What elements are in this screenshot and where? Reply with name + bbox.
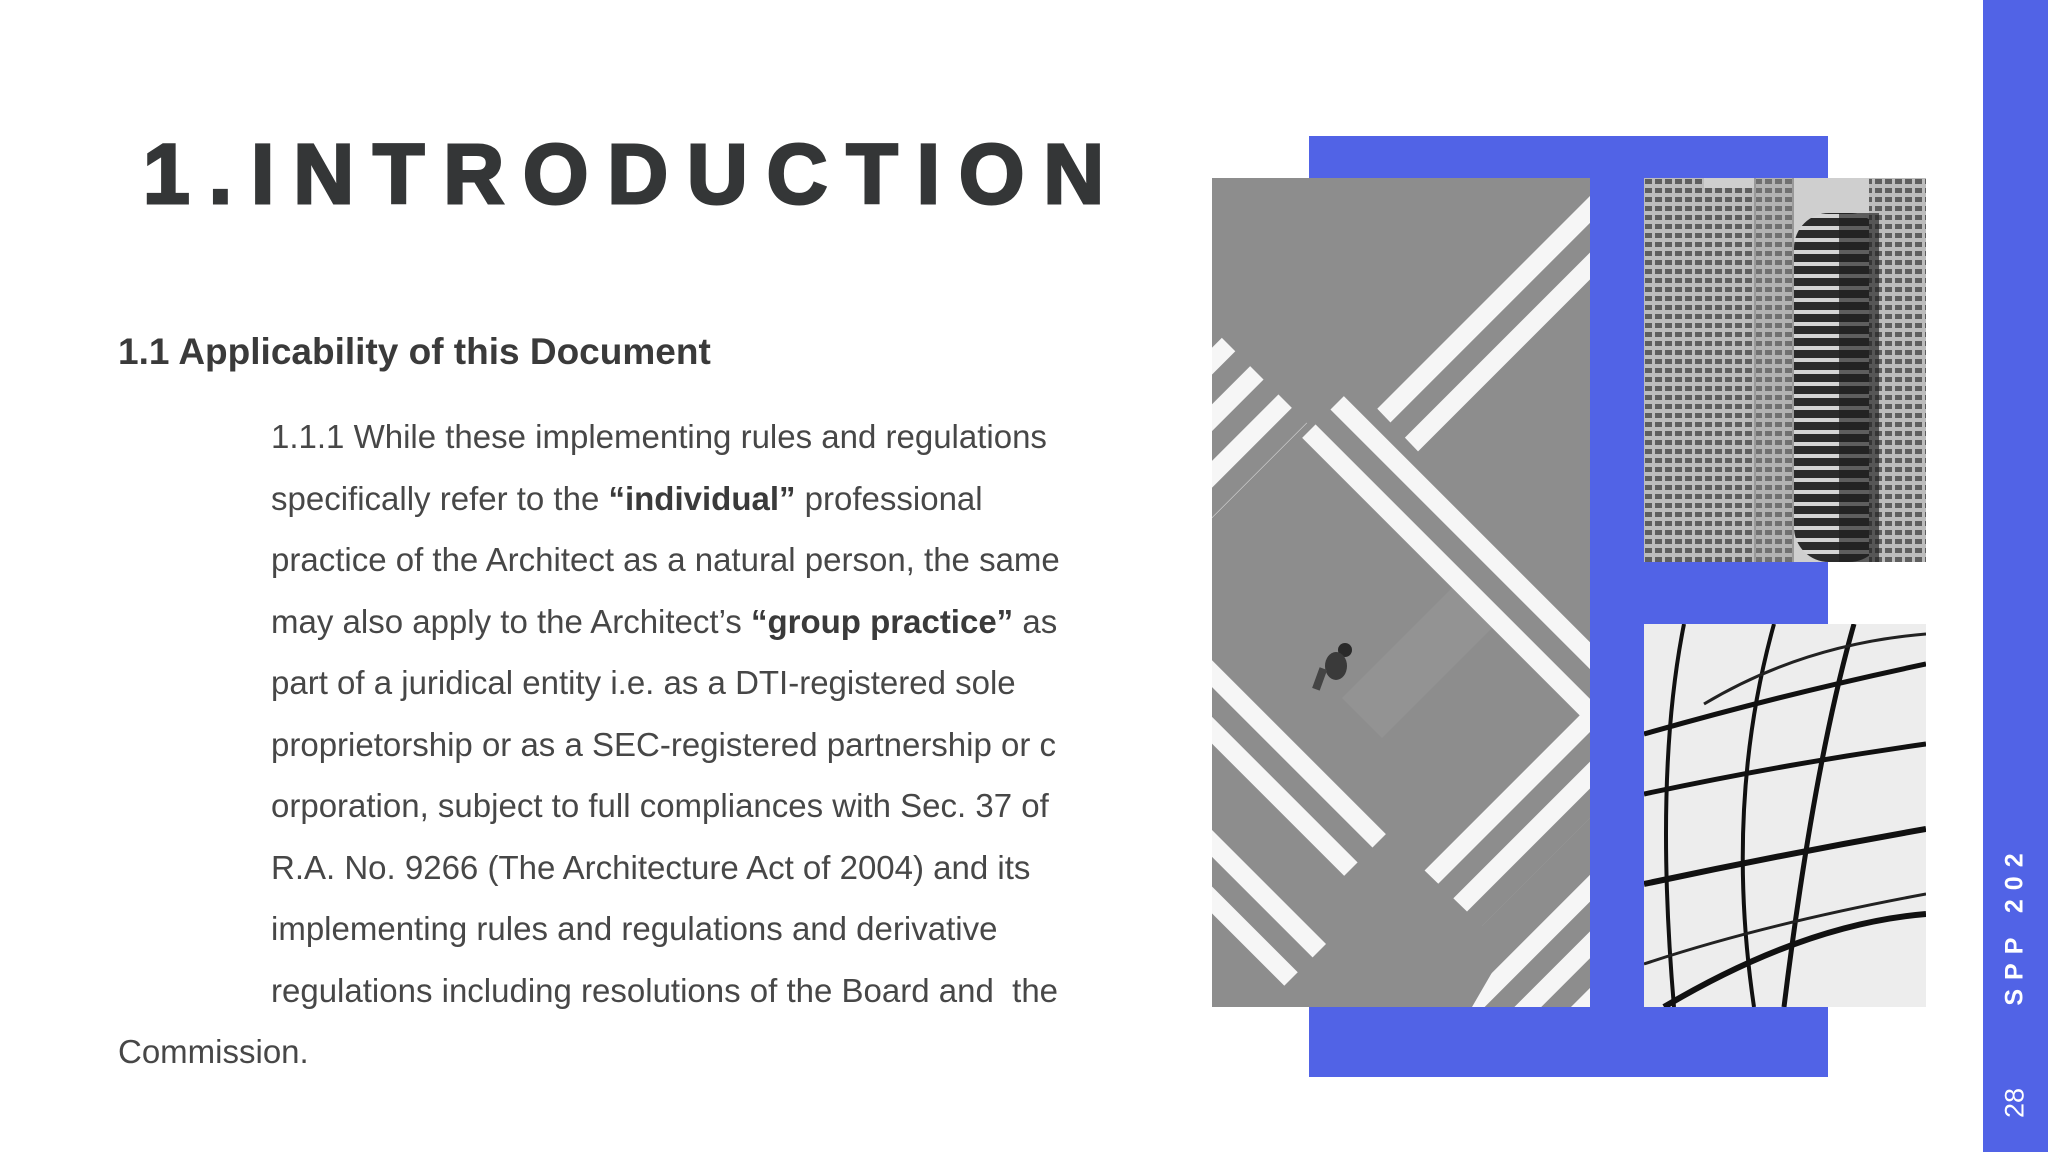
emphasis-group-practice: “group practice” [750,602,1014,640]
body-paragraph [118,406,1118,1083]
body-line: R.A. No. 9266 (The Architecture Act of 2004) and its [271,848,1031,886]
page-title: 1.INTRODUCTION [143,127,1123,221]
body-line: regulations including resolutions of the Board and the [271,971,1059,1009]
section-heading: 1.1 Applicability of this Document [118,331,711,372]
building-image [1644,178,1926,562]
body-line: Commission. [118,1033,309,1070]
glass-roof-photo [1644,624,1926,1007]
crosswalk-photo [1212,178,1590,1007]
body-line: specifically refer to the “individual” professional [271,479,983,517]
course-code: SPP 202 [2000,844,2029,1006]
body-line: proprietorship or as a SEC-registered partnership or c [271,725,1057,763]
body-line: implementing rules and regulations and derivative [271,910,998,947]
crosswalk-image [1212,178,1590,1007]
page-number: 28 [1999,1087,2030,1119]
emphasis-individual: “individual” [608,479,796,517]
body-line: 1.1.1 While these implementing rules and regulations [271,418,1047,455]
body-line: part of a juridical entity i.e. as a DTI-registered sole [271,664,1016,701]
body-line: orporation, subject to full compliances with Sec. 37 of [271,787,1049,824]
building-photo [1644,178,1926,562]
body-line: practice of the Architect as a natural person, the same [271,541,1060,578]
glass-roof-image [1644,624,1926,1007]
body-line: may also apply to the Architect’s “group practice” as [271,602,1058,640]
